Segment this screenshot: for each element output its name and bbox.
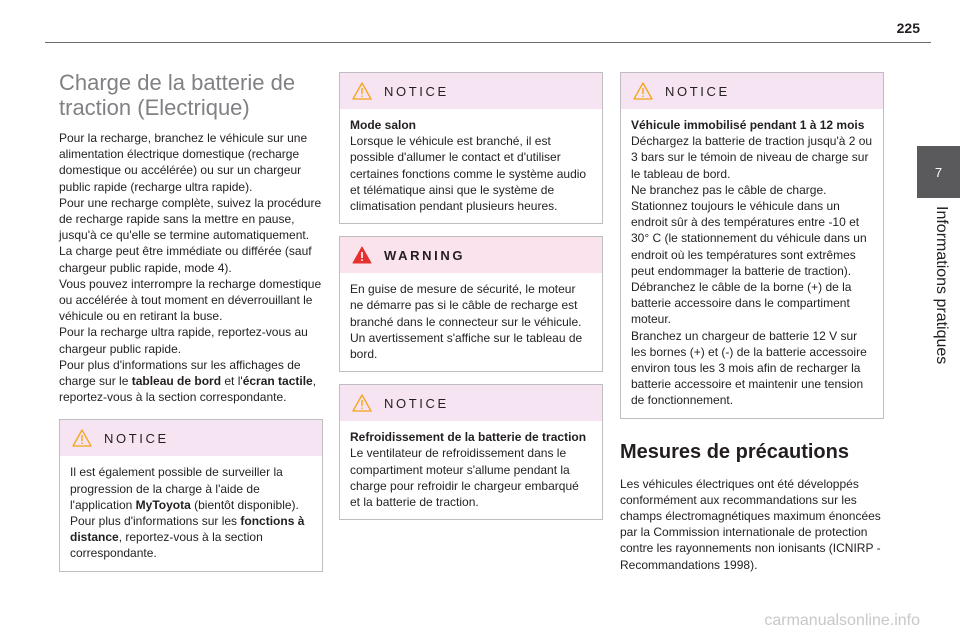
column-middle bbox=[339, 72, 603, 530]
paragraph: Pour une recharge complète, suivez la procédure de recharge rapide sans la mettre en pause, jusqu'à ce qu'elle se termine automatiquement. La charge peut être immédiate ou différée (sauf chargeur public rapide, mode 4). bbox=[59, 195, 322, 275]
notice-box-refroidissement bbox=[339, 384, 603, 520]
notice-label: NOTICE bbox=[104, 430, 169, 446]
notice-box-immobilise bbox=[620, 72, 884, 419]
text-run: Pour plus d'informations sur les bbox=[70, 514, 241, 529]
text-run: Lorsque le véhicule est branché, il est possible d'allumer le contact et d'utiliser certaines fonctions comme le système audio et télématique ainsi que le système de climatisation pendant plusieurs heures. bbox=[350, 134, 587, 214]
text-run: Pour plus d'informations sur les affichages de charge sur le bbox=[59, 357, 301, 389]
paragraph: Vous pouvez interrompre la recharge domestique ou accélérée à tout moment en déverrouillant le véhicule ou en retirant la buse. bbox=[59, 276, 322, 324]
bold-term: écran tactile bbox=[242, 374, 313, 389]
notice-label: NOTICE bbox=[665, 83, 730, 99]
page-number: 225 bbox=[896, 20, 920, 36]
warning-triangle-filled-icon bbox=[352, 246, 372, 264]
notice-body bbox=[60, 456, 322, 570]
bold-term: tableau de bord bbox=[131, 374, 222, 389]
warning-box bbox=[339, 236, 603, 372]
section-title-precautions: Mesures de précautions bbox=[620, 440, 849, 463]
notice-box bbox=[59, 419, 323, 571]
warning-label: WARNING bbox=[384, 247, 466, 263]
notice-body bbox=[340, 421, 602, 519]
notice-header bbox=[621, 73, 883, 109]
watermark: carmanualsonline.info bbox=[764, 612, 920, 629]
warning-body: En guise de mesure de sécurité, le moteur ne démarre pas si le câble de recharge est branché dans le connecteur sur le véhicule. Un avertissement s'affiche sur le tableau de bord. bbox=[350, 282, 583, 362]
text-run: , reportez-vous à la section correspondante. bbox=[59, 374, 317, 405]
column-left bbox=[59, 62, 323, 582]
caution-triangle-outline-icon bbox=[352, 82, 372, 100]
text-run: Débranchez le câble de la borne (+) de la batterie accessoire dans le compartiment moteur. bbox=[631, 280, 852, 327]
notice-body bbox=[621, 109, 883, 418]
text-run: Le ventilateur de refroidissement dans le compartiment moteur s'allume pendant la charge pour refroidir le chargeur embarqué et la batterie de traction. bbox=[350, 446, 579, 510]
paragraph bbox=[59, 357, 323, 406]
caution-triangle-outline-icon bbox=[352, 394, 372, 412]
chapter-title: Informations pratiques bbox=[933, 206, 950, 365]
notice-body bbox=[340, 109, 602, 223]
notice-heading: Refroidissement de la batterie de traction bbox=[350, 430, 587, 445]
paragraph: Les véhicules électriques ont été développés conformément aux recommandations sur les champs électromagnétiques maximum énoncées par la Commission internationale de protection contre les rayonnements non ionisants (ICNIRP - Recommandations 1998). bbox=[620, 476, 881, 572]
text-run: Stationnez toujours le véhicule dans un endroit sûr à des températures entre -10 et 30° C (le stationnement du véhicule dans un endroit où les températures sont extrêmes peut endommager la batterie de traction). bbox=[631, 199, 867, 278]
text-run: Déchargez la batterie de traction jusqu'à 2 ou 3 bars sur le témoin de niveau de charge sur le tableau de bord. bbox=[631, 134, 873, 181]
notice-heading: Véhicule immobilisé pendant 1 à 12 mois bbox=[631, 118, 865, 132]
text-run: (bientôt disponible). bbox=[190, 497, 299, 512]
column-right bbox=[620, 72, 884, 573]
caution-triangle-outline-icon bbox=[72, 429, 92, 447]
notice-header bbox=[340, 73, 602, 109]
notice-header bbox=[340, 385, 602, 421]
chapter-tab[interactable] bbox=[917, 146, 960, 198]
chapter-tab-number: 7 bbox=[934, 164, 943, 180]
paragraph: Pour la recharge ultra rapide, reportez-vous au chargeur public rapide. bbox=[59, 325, 308, 356]
paragraph: Pour la recharge, branchez le véhicule sur une alimentation électrique domestique (recharge domestique ou accélérée) ou sur un chargeur public rapide (recharge ultra rapide). bbox=[59, 131, 308, 194]
bold-term: MyToyota bbox=[135, 497, 191, 512]
notice-header bbox=[60, 420, 322, 456]
notice-label: NOTICE bbox=[384, 83, 449, 99]
section-title-charge: Charge de la batterie de traction (Electrique) bbox=[59, 70, 296, 120]
warning-header bbox=[340, 237, 602, 273]
notice-heading: Mode salon bbox=[350, 118, 417, 132]
notice-label: NOTICE bbox=[384, 395, 449, 411]
text-run: et l' bbox=[221, 374, 243, 389]
notice-box-salon bbox=[339, 72, 603, 224]
bold-term: fonctions à distance bbox=[70, 514, 305, 545]
text-run: Ne branchez pas le câble de charge. bbox=[631, 182, 827, 197]
text-run: Il est également possible de surveiller la progression de la charge à l'aide de l'application bbox=[70, 465, 283, 512]
text-run: , reportez-vous à la section correspondante. bbox=[70, 530, 263, 561]
caution-triangle-outline-icon bbox=[633, 82, 653, 100]
header-rule bbox=[45, 42, 931, 43]
text-run: Branchez un chargeur de batterie 12 V sur les bornes (+) et (-) de la batterie accessoire environ tous les 3 mois afin de recharger la batterie accessoire et maintenir une tension de fonctionnement. bbox=[631, 328, 867, 408]
